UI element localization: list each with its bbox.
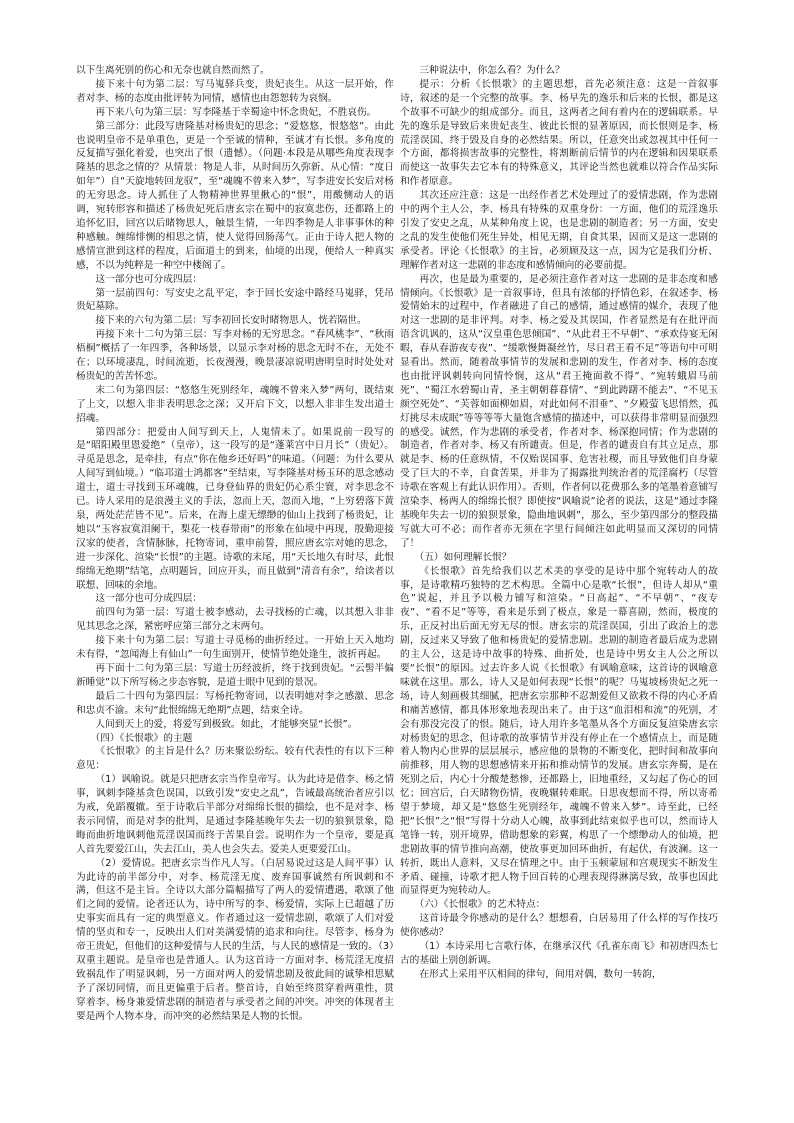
paragraph: 再接下来十二句为第三层：写李对杨的无穷思念。“春风桃李”、“秋雨梧桐”概括了一年四季，各种场景，以显示李对杨的思念无时不在，无处不在；以环境凄乱，时间流逝，长夜漫漫，晚景凄凉说明唐明皇时时处处对杨贵妃的苦苦怀恋。	[76, 329, 394, 382]
paragraph: 其次还应注意：这是一出经作者艺术处理过了的爱情悲剧，作为悲剧中的两个主人公，李、杨具有特殊的双重身份：一方面，他们的荒淫逸乐引发了安史之乱，从某种角度上说，也是悲剧的制造者；另一方面，安史之乱的发生使他们死生异处，相见无期，自食其果，因而又是这一悲剧的承受者。评论《长恨歌》的主旨，必须顾及这一点，因为它是我们分析、理解作者对这一悲剧的非态度和感情倾向的必要前提。	[400, 190, 718, 271]
paragraph: 以下生离死别的伤心和无奈也就自然而然了。	[76, 65, 270, 76]
paragraph: 前四句为第一层：写道士被李感动，去寻找杨的亡魂，以其想入非非见其思念之深，紧密呼应第三部分之末两句。	[76, 607, 394, 633]
paragraph: 《长恨歌》的主旨是什么？历来聚讼纷纭。较有代表性的有以下三种意见：	[76, 746, 394, 772]
paragraph: 第四部分：把爱由人间写到天上，人鬼情未了。如果说前一段写的是“昭阳殿里恩爱绝”（皇帝），这一段写的是“蓬莱宫中日月长”（贵妃）。寻觅是思念，是牵挂，有点“你在他乡还好吗”的味道。（问题：为什么要从人间写到仙境。）“临邛道士鸿都客”至结束，写李隆基对杨玉环的思念感动道士，道士寻找到玉环魂魄，已身登仙界的贵妃仍心系尘寰，对李思念不已。诗人采用的是浪漫主义的手法，忽而上天，忽而入地，“上穷碧落下黄泉，两处茫茫皆不见”。后来，在海上虚无缥缈的仙山上找到了杨贵妃，让她以“玉容寂寞泪阑干，梨花一枝春带雨”的形象在仙境中再现，殷勤迎接汉家的使者，含情脉脉，托物寄词，重申前誓，照应唐玄宗对她的思念，进一步深化、渲染“长恨”的主题。诗歌的末尾，用“天长地久有时尽，此恨绵绵无绝期”结笔，点明题旨，回应开头，而且做到“清音有余”，给读者以联想、回味的余地。	[76, 426, 394, 591]
section-heading: （六）《长恨歌》的艺术特点：	[414, 899, 546, 911]
paragraph: 第三部分：此段写唐隆基对杨贵妃的思念；“爱悠悠，恨悠悠”。由此也说明皇帝不是单重色，更是一个至诚的情种，至诚才有长恨。多角度的反复描写强化着爱，也突出了恨（遗憾）。（问题·本段是从哪些角度表现李隆基的思念之情的？从情景：物是人非，从时间历久弥新、从心情：“度日如年”）自“天旋地转回龙驭”，至“魂魄不曾来入梦”，写李进安长安后对杨的无穷思念。诗人抓住了人物精神世界里揪心的“恨”，用酸恻动人的语调，宛转形容和描述了杨贵妃死后唐玄宗在蜀中的寂寞悲伤，还都路上的追怀忆旧，回宫以后睹物思人，触景生情，一年四季物是人非事事休的种种感触。缠绵悱恻的相思之情，使人觉得回肠荡气。正由于诗人把人物的感情宣泄到这样的程度，后面道士的到来，仙境的出现，便给人一种真实感，不以为纯粹是一种空中楼阁了。	[76, 120, 394, 271]
paragraph: （2）爱情说。把唐玄宗当作凡人写。（白居易说过这是人间平事）认为此诗的前半部分中，对李、杨荒淫无度、废弃国事诚然有所讽刺和不满，但这不是主旨。全诗以大部分篇幅描写了两人的爱情遭遇，歌颂了他们之间的爱情。论者还认为，诗中所写的李、杨爱情，实际上已超越了历史事实而具有一定的典型意义。作者通过这一爱情悲剧，歌颂了人们对爱情的坚贞和专一，反映出人们对美满爱情的追求和向往。尽管李、杨身为帝王贵妃，但他们的这种爱情与人民的生活，与人民的感情是一致的。（3）双重主题说。是皇帝也是普通人。认为这首诗一方面对李、杨荒淫无度招致祸乱作了明显讽刺，另一方面对两人的爱情悲剧及彼此间的诚挚相思赋予了深切同情，而且更偏重于后者。整首诗，自始至终贯穿着两重性，贯穿着李、杨身兼爱情悲剧的制造者与承受者之间的冲突。冲突的体现者主要是两个人物本身，而冲突的必然结果是人物的长恨。	[76, 857, 394, 1022]
paragraph: 接下来十句为第二层：写道士寻觅杨的曲折经过。一开始上天入地均未有得，“忽闻海上有仙山”一句生面别开，使情节绝处逢生，波折再起。	[76, 635, 394, 661]
paragraph: 在形式上采用平仄相间的律句，间用对偶，数句一转韵，	[419, 968, 662, 980]
paragraph: 三种说法中，你怎么看？为什么？	[419, 65, 565, 76]
paragraph: 《长恨歌》首先给我们以艺术美的享受的是诗中那个宛转动人的故事，是诗歌精巧独特的艺术构思。全篇中心是歌“长恨”，但诗人却从“重色”说起，并且予以极力铺写和渲染。“日高起”、“不早朝”、“夜专夜”、“看不足”等等，看来是乐到了极点，象是一幕喜剧，然而，极度的乐，正反衬出后面无穷无尽的恨。唐玄宗的荒淫误国，引出了政治上的悲剧，反过来又导致了他和杨贵妃的爱情悲剧。悲剧的制造者最后成为悲剧的主人公，这是诗中故事的特殊、曲折处，也是诗中男女主人公之所以要“长恨”的原因。过去许多人说《长恨歌》有讽喻意味，这首诗的讽喻意味就在这里。那么，诗人又是如何表现“长恨”的呢？马嵬坡杨贵妃之死一场，诗人刻画极其细腻，把唐玄宗那种不忍割爱但又欲救不得的内心矛盾和痛苦感情，都具体形象地表现出来了。由于这“血泪相和流”的死别，才会有那没完没了的恨。随后，诗人用许多笔墨从各个方面反复渲染唐玄宗对杨贵妃的思念，但诗歌的故事情节并没有停止在一个感情点上，而是随着人物内心世界的层层展示，感应他的景物的不断变化，把时间和故事向前推移，用人物的思想感情来开拓和推动情节的发展。唐玄宗奔蜀，是在死别之后，内心十分酸楚愁惨，还都路上，旧地重经，又勾起了伤心的回忆；回宫后，白天睹物伤情，夜晚辗转难眠。日思夜想而不得，所以寄希望于梦境，却又是“悠悠生死别经年，魂魄不曾来入梦”。诗至此，已经把“长恨”之“恨”写得十分动人心魄，故事到此结束似乎也可以，然而诗人笔锋一转，别开境界，借助想象的彩翼，构思了一个缥缈动人的仙境，把悲剧故事的情节推向高潮，使故事更加回环曲折，有起伏，有波澜。这一转折，既出人意料，又尽在情理之中。由于玉顿蒙屈和宫观现实不断发生矛盾、碰撞，诗歌才把人物千回百转的心理表现得淋漓尽致，故事也因此而显得更为宛转动人。	[400, 565, 718, 897]
paragraph: 再次，也是最为重要的，是必须注意作者对这一悲剧的是非态度和感情倾向。《长恨歌》是一首叙事诗，但具有浓郁的抒情色彩，在叙述李、杨爱情始末的过程中，作者融进了自己的感情，通过感情的媒介，表现了他对这一悲剧的是非评判。对李、杨之爱及其误国，作者显然是有在批评而语含讥讽的，这从“汉皇重色思倾国”、“从此君王不早朝”、“承欢侍宴无闲暇，春从春游夜专夜”、“缓歌慢舞凝丝竹，尽日君王看不足”等语句中可明显看出。然而，随着故事情节的发展和悲剧的发生，作者对李、杨的态度也由批评讽刺转向同情怜悯，这从“君王掩面救不得”、“宛转蛾眉马前死”、“蜀江水碧蜀山青，圣主朝朝暮暮情”、“到此踌躇不能去”、“不见玉颜空死处”、“芙蓉如面柳如眉，对此如何不泪垂”、“夕殿萤飞思悄然，孤灯挑尽未成眠”等等等等大量饱含感情的描述中，可以获得非常明显而强烈的感受。诚然，作为悲剧的承受者，作者对李、杨深抱同情；作为悲剧的制造者，作者对李、杨又有所谴责。但是，作者的谴责自有其立足点，那就是李、杨的任意纵情，不仅贻误国事、危害社稷，而且导致他们自身蒙受了巨大的不幸，自食苦果，并非为了揭露批判统治者的荒淫腐朽（尽管诗歌在客观上有此认识作用）。否则，作者何以花费那么多的笔墨着意铺写渲染李、杨两人的绵绵长恨？即使按“讽喻说”论者的说法，这是“通过李隆基晚年失去一切的狼狈景象，隐曲地讽刺”，那么，至少第四部分的整段描写就大可不必；而作者亦无须在字里行间倾注如此明显而又深切的同情了！	[400, 273, 718, 549]
paragraph: 提示：分析《长恨歌》的主题思想，首先必须注意：这是一首叙事诗，叙述的是一个完整的故事。李、杨早先的逸乐和后来的长恨，都是这个故事不可缺少的组成部分。而且，这两者之间有着内在的逻辑联系。早先的逸乐是导致后来贵妃丧生、彼此长恨的显著原因，而长恨则是李、杨荒淫误国、终于毁及自身的必然结果。所以，任意突出或忽视其中任何一个方面，都将损害故事的完整性，将割断前后情节的内在逻辑和因果联系而使这一故事失去它本有的特殊意义，其评论当然也就难以符合作品实际和作者原意。	[400, 78, 718, 188]
paragraph: 接下来的六句为第二层：写李初回长安时睹物思人，恍若隔世。	[95, 315, 367, 327]
paragraph: 这一部分也可分成四层：	[95, 273, 202, 285]
paragraph: 这一部分也可分成四层：	[95, 593, 202, 605]
left-text-column	[76, 64, 394, 1094]
paragraph: 再下来八句为第三层：写李隆基于幸蜀途中怀念贵妃，不胜哀伤。	[95, 106, 377, 118]
paragraph: 再下面十二句为第三层：写道士历经波折，终于找到贵妃。“云髻半偏新睡觉”以下所写杨之步态容貌，是道士眼中见到的景况。	[76, 662, 394, 688]
paragraph: 末二句为第四层：“悠悠生死别经年，魂魄不曾来入梦”两句，既结束了上文，以想入非非表明思念之深；又开启下文，以想入非非生发出道士招魂。	[76, 384, 394, 424]
paragraph: 第一层前四句：写安史之乱平定，李于回长安途中路经马嵬驿，凭吊贵妃墓除。	[76, 287, 394, 313]
paragraph: 这首诗最令你感动的是什么？想想看，白居易用了什么样的写作技巧使你感动？	[400, 913, 718, 939]
paragraph: （1）本诗采用七言歌行体，在继承汉代《孔雀东南飞》和初唐四杰七古的基础上别创新调。	[400, 941, 718, 966]
section-heading: （四）《长恨歌》的主题	[90, 732, 193, 744]
section-heading: （五）如何理解长恨？	[414, 551, 512, 563]
paragraph: 最后二十四句为第四层：写杨托物寄词，以表明她对李之感激、思念和忠贞不渝。末句“此恨绵绵无绝期”点题，结束全诗。	[76, 690, 394, 716]
right-text-column	[400, 64, 718, 1094]
paragraph: 接下来十句为第二层：写马嵬驿兵变，贵妃丧生。从这一层开始，作者对李、杨的态度由批评转为同情，感情也由怨恕转为哀悯。	[76, 78, 394, 104]
paragraph: 人间到天上的爱，将爱写到极致。如此，才能够突显“长恨”。	[95, 718, 358, 730]
paragraph: （1）讽喻说。就是只把唐玄宗当作皇帝写。认为此诗是借李、杨之情事，讽刺李隆基贪色误国，以致引发“安史之乱”，告诫最高统治者应引以为戒，免蹈覆辙。至于诗歌后半部分对绵绵长恨的描绘，也不是对李、杨表示同情，而是对李的批判，是通过李隆基晚年失去一切的狼狈景象，隐晦而曲折地讽刺他荒淫误国而终于苦果自尝。说明作为一个皇帝，要是真人首先要爱江山，失去江山，美人也会失去。爱美人更要爱江山。	[76, 774, 394, 855]
